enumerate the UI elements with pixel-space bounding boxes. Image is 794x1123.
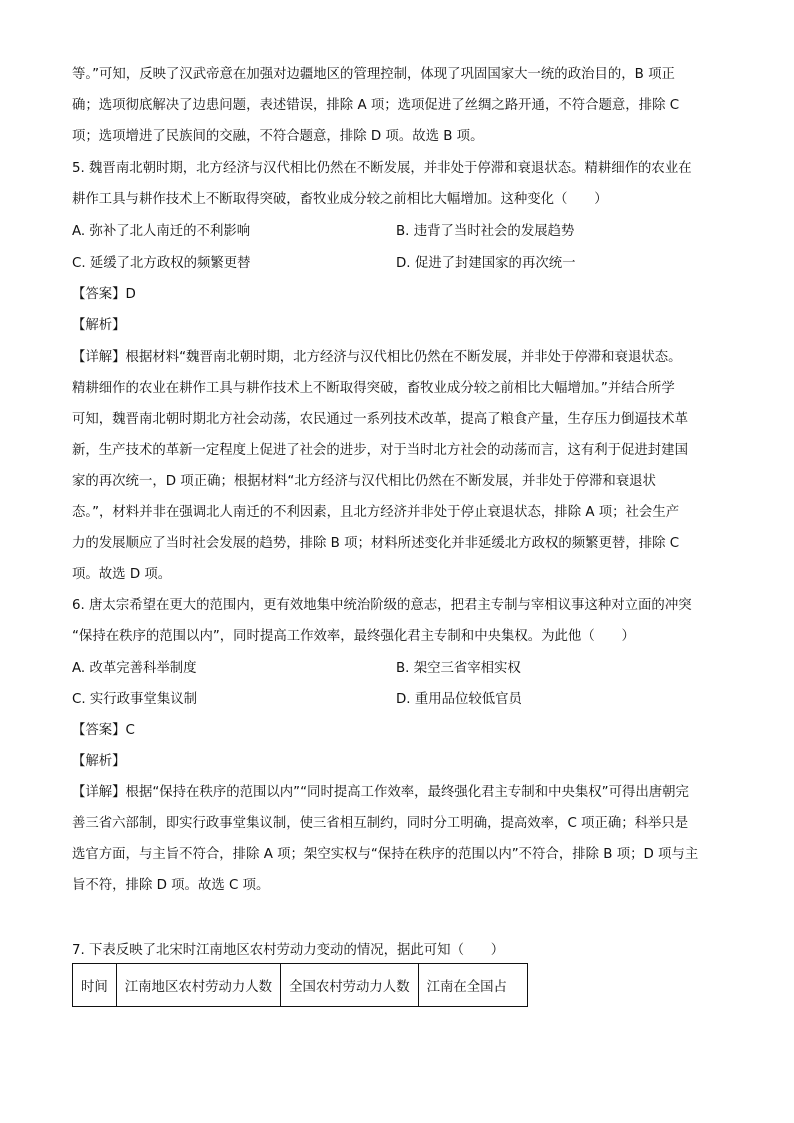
q5-detail-line: 精耕细作的农业在耕作工具与耕作技术上不断取得突破，畜牧业成分较之前相比大幅增加。”并结合所学 <box>72 381 675 396</box>
q4-analysis-line: 确；选项彻底解决了边患问题，表述错误，排除 A 项；选项促进了丝绸之路开通，不符合题意，排除 C <box>72 98 680 113</box>
q5-detail-line: 新，生产技术的革新一定程度上促进了社会的进步，对于当时北方社会的动荡而言，这有利于促进封建国 <box>72 443 688 458</box>
q5-detail-line: 态。”，材料并非在强调北人南迁的不利因素，且北方经济并非处于停止衰退状态，排除 A 项；社会生产 <box>72 505 680 520</box>
q7-table <box>72 963 528 1007</box>
q5-analysis-label: 【解析】 <box>72 318 126 333</box>
q5-detail-line: 家的再次统一，D 项正确；根据材料“北方经济与汉代相比仍然在不断发展，并非处于停滞和衰退状 <box>72 474 656 489</box>
q5-detail-line: 项。故选 D 项。 <box>72 567 172 582</box>
q5-detail-line: 力的发展顺应了当时社会发展的趋势，排除 B 项；材料所述变化并非延缓北方政权的频繁更替，排除 C <box>72 536 680 551</box>
table-header-row <box>73 964 528 1007</box>
q7-stem: 7. 下表反映了北宋时江南地区农村劳动力变动的情况，据此可知（ ） <box>72 943 505 958</box>
q4-analysis-line: 等。”可知，反映了汉武帝意在加强对边疆地区的管理控制，体现了巩固国家大一统的政治目的，B 项正 <box>72 67 675 82</box>
q6-stem-line: “保持在秩序的范围以内”，同时提高工作效率，最终强化君主专制和中央集权。为此他（ ） <box>72 629 635 644</box>
q6-detail-line: 【详解】根据“保持在秩序的范围以内”“同时提高工作效率，最终强化君主专制和中央集权”可得出唐朝完 <box>72 785 689 800</box>
q5-stem-line: 耕作工具与耕作技术上不断取得突破，畜牧业成分较之前相比大幅增加。这种变化（ ） <box>72 192 608 207</box>
q6-option-b: B. 架空三省宰相实权 <box>396 661 521 676</box>
q6-option-a: A. 改革完善科举制度 <box>72 661 197 676</box>
q5-option-d: D. 促进了封建国家的再次统一 <box>396 256 576 271</box>
q4-analysis-line: 项；选项增进了民族间的交融，不符合题意，排除 D 项。故选 B 项。 <box>72 129 484 144</box>
q6-answer: 【答案】C <box>72 723 135 738</box>
q5-option-a: A. 弥补了北人南迁的不利影响 <box>72 224 251 239</box>
q6-detail-line: 旨不符，排除 D 项。故选 C 项。 <box>72 878 270 893</box>
q5-option-c: C. 延缓了北方政权的频繁更替 <box>72 256 251 271</box>
q5-answer: 【答案】D <box>72 287 136 302</box>
table-header-cell: 全国农村劳动力人数 <box>281 964 419 1007</box>
q6-detail-line: 选官方面，与主旨不符合，排除 A 项；架空实权与“保持在秩序的范围以内”不符合，排除 B 项；D 项与主 <box>72 847 699 862</box>
q5-detail-line: 【详解】根据材料“魏晋南北朝时期，北方经济与汉代相比仍然在不断发展，并非处于停滞和衰退状态。 <box>72 350 682 365</box>
table-header-cell: 江南地区农村劳动力人数 <box>116 964 280 1007</box>
q5-detail-line: 可知，魏晋南北朝时期北方社会动荡，农民通过一系列技术改革，提高了粮食产量，生存压力倒逼技术革 <box>72 412 688 427</box>
q6-stem-line: 6. 唐太宗希望在更大的范围内，更有效地集中统治阶级的意志，把君主专制与宰相议事这种对立面的冲突 <box>72 598 692 613</box>
table-header-cell: 江南在全国占 <box>418 964 527 1007</box>
q5-option-b: B. 违背了当时社会的发展趋势 <box>396 224 575 239</box>
q6-option-c: C. 实行政事堂集议制 <box>72 692 197 707</box>
q5-stem-line: 5. 魏晋南北朝时期，北方经济与汉代相比仍然在不断发展，并非处于停滞和衰退状态。精耕细作的农业在 <box>72 161 692 176</box>
q6-detail-line: 善三省六部制，即实行政事堂集议制，使三省相互制约，同时分工明确，提高效率，C 项正确；科举只是 <box>72 816 689 831</box>
table-header-cell: 时间 <box>73 964 117 1007</box>
q6-analysis-label: 【解析】 <box>72 754 126 769</box>
q6-option-d: D. 重用品位较低官员 <box>396 692 522 707</box>
